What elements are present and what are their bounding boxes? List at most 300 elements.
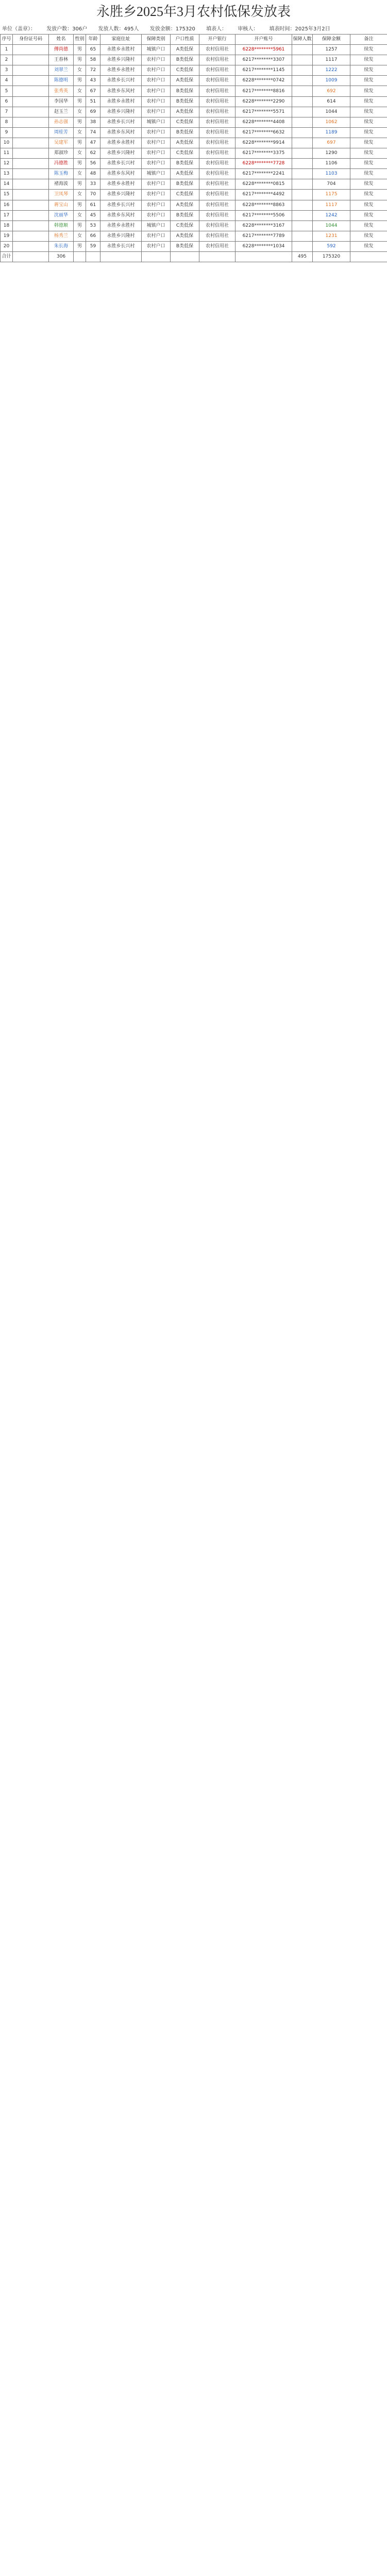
table-row: [1, 107, 387, 117]
cell-vill: 永胜乡东风村: [100, 127, 142, 138]
cell-idnum: [13, 55, 49, 65]
cell-type: 农村户口: [142, 138, 171, 148]
cell-bank: 农村信用社: [199, 221, 235, 231]
cell-sex: 男: [74, 55, 86, 65]
cell-name: 陈玉梅: [49, 169, 74, 179]
cell-n: [292, 55, 313, 65]
cell-age: 72: [86, 65, 100, 76]
cell-idx: 11: [1, 148, 13, 159]
cell-note: 续发: [350, 76, 387, 86]
cell-acct: 6228********7728: [235, 159, 292, 169]
unit-label: 单位（盖章）：: [2, 26, 36, 32]
total-cell: [171, 251, 199, 262]
total-households: 306: [49, 251, 74, 262]
cell-sex: 男: [74, 96, 86, 107]
cell-cat: B类低保: [171, 241, 199, 251]
cell-acct: 6217********1145: [235, 65, 292, 76]
cell-bank: 农村信用社: [199, 86, 235, 96]
cell-acct: 6217********3375: [235, 148, 292, 159]
column-header: 备注: [350, 35, 387, 45]
cell-name: 朱长海: [49, 241, 74, 251]
cell-note: 续发: [350, 107, 387, 117]
cell-age: 48: [86, 169, 100, 179]
cell-name: 傅尚德: [49, 45, 74, 55]
cell-bank: 农村信用社: [199, 107, 235, 117]
cell-idx: 15: [1, 190, 13, 200]
cell-name: 卫凤琴: [49, 190, 74, 200]
cell-name: 杨秀兰: [49, 231, 74, 241]
cell-sex: 女: [74, 148, 86, 159]
cell-bank: 农村信用社: [199, 159, 235, 169]
cell-idx: 4: [1, 76, 13, 86]
cell-cat: A类低保: [171, 200, 199, 210]
cell-n: [292, 65, 313, 76]
cell-sex: 男: [74, 138, 86, 148]
cell-bank: 农村信用社: [199, 190, 235, 200]
cell-cat: C类低保: [171, 148, 199, 159]
cell-idx: 16: [1, 200, 13, 210]
persons-label: 发放人数：495人: [98, 26, 139, 32]
cell-note: 续发: [350, 169, 387, 179]
cell-note: 续发: [350, 55, 387, 65]
column-header: 保障人数: [292, 35, 313, 45]
preparer-label: 填表人：: [206, 26, 227, 32]
cell-bank: 农村信用社: [199, 96, 235, 107]
table-row: [1, 96, 387, 107]
cell-n: [292, 86, 313, 96]
cell-age: 53: [86, 221, 100, 231]
cell-note: 续发: [350, 45, 387, 55]
cell-vill: 永胜乡长兴村: [100, 117, 142, 127]
total-cell: [142, 251, 171, 262]
cell-type: 城镇户口: [142, 169, 171, 179]
cell-acct: 6228********0815: [235, 179, 292, 190]
cell-acct: 6217********5506: [235, 210, 292, 221]
cell-idnum: [13, 231, 49, 241]
cell-amt: 692: [313, 86, 350, 96]
cell-age: 56: [86, 159, 100, 169]
cell-vill: 永胜乡永胜村: [100, 45, 142, 55]
cell-cat: A类低保: [171, 107, 199, 117]
cell-vill: 永胜乡兴隆村: [100, 148, 142, 159]
cell-cat: A类低保: [171, 76, 199, 86]
cell-type: 城镇户口: [142, 45, 171, 55]
column-header: 家庭住址: [100, 35, 142, 45]
total-cell: [13, 251, 49, 262]
cell-bank: 农村信用社: [199, 117, 235, 127]
cell-type: 农村户口: [142, 76, 171, 86]
cell-amt: 1257: [313, 45, 350, 55]
cell-cat: B类低保: [171, 86, 199, 96]
cell-sex: 女: [74, 86, 86, 96]
cell-name: 王春林: [49, 55, 74, 65]
cell-idnum: [13, 107, 49, 117]
cell-n: [292, 117, 313, 127]
cell-sex: 男: [74, 45, 86, 55]
cell-bank: 农村信用社: [199, 138, 235, 148]
cell-age: 62: [86, 148, 100, 159]
cell-type: 农村户口: [142, 200, 171, 210]
cell-idnum: [13, 117, 49, 127]
cell-note: 续发: [350, 231, 387, 241]
cell-n: [292, 148, 313, 159]
cell-type: 农村户口: [142, 159, 171, 169]
date-label: 填表时间：2025年3月2日: [269, 26, 330, 32]
cell-type: 农村户口: [142, 241, 171, 251]
cell-note: 续发: [350, 210, 387, 221]
cell-sex: 男: [74, 200, 86, 210]
table-row: [1, 45, 387, 55]
column-header: 年龄: [86, 35, 100, 45]
cell-acct: 6217********2241: [235, 169, 292, 179]
cell-note: 续发: [350, 200, 387, 210]
allowance-table: [0, 34, 387, 262]
cell-n: [292, 241, 313, 251]
total-cell: [235, 251, 292, 262]
cell-sex: 男: [74, 159, 86, 169]
table-row: [1, 138, 387, 148]
cell-idx: 12: [1, 159, 13, 169]
cell-age: 58: [86, 55, 100, 65]
cell-age: 74: [86, 127, 100, 138]
cell-amt: 1117: [313, 200, 350, 210]
cell-type: 农村户口: [142, 148, 171, 159]
cell-note: 续发: [350, 190, 387, 200]
cell-amt: 1044: [313, 221, 350, 231]
cell-name: 冯德胜: [49, 159, 74, 169]
cell-sex: 男: [74, 117, 86, 127]
cell-n: [292, 159, 313, 169]
cell-acct: 6228********8863: [235, 200, 292, 210]
cell-bank: 农村信用社: [199, 65, 235, 76]
cell-acct: 6217********5571: [235, 107, 292, 117]
cell-amt: 1242: [313, 210, 350, 221]
cell-amt: 1062: [313, 117, 350, 127]
cell-vill: 永胜乡兴隆村: [100, 190, 142, 200]
cell-acct: 6217********6632: [235, 127, 292, 138]
table-row: [1, 241, 387, 251]
table-row: [1, 127, 387, 138]
cell-name: 郑淑珍: [49, 148, 74, 159]
total-cell: [100, 251, 142, 262]
cell-n: [292, 190, 313, 200]
cell-vill: 永胜乡东风村: [100, 169, 142, 179]
cell-amt: 704: [313, 179, 350, 190]
cell-n: [292, 169, 313, 179]
cell-bank: 农村信用社: [199, 148, 235, 159]
cell-sex: 女: [74, 65, 86, 76]
cell-name: 张秀英: [49, 86, 74, 96]
cell-acct: 6228********3167: [235, 221, 292, 231]
cell-age: 33: [86, 179, 100, 190]
cell-vill: 永胜乡东风村: [100, 86, 142, 96]
table-row: [1, 76, 387, 86]
cell-vill: 永胜乡永胜村: [100, 138, 142, 148]
cell-bank: 农村信用社: [199, 241, 235, 251]
table-row: [1, 148, 387, 159]
cell-bank: 农村信用社: [199, 76, 235, 86]
cell-idnum: [13, 96, 49, 107]
cell-acct: 6228********2290: [235, 96, 292, 107]
cell-n: [292, 45, 313, 55]
cell-type: 农村户口: [142, 86, 171, 96]
cell-idnum: [13, 221, 49, 231]
info-line: [0, 25, 387, 34]
cell-acct: 6217********4492: [235, 190, 292, 200]
cell-sex: 女: [74, 169, 86, 179]
cell-vill: 永胜乡兴隆村: [100, 107, 142, 117]
amount-label: 发放金额：175320: [149, 26, 195, 32]
cell-type: 农村户口: [142, 65, 171, 76]
cell-idx: 1: [1, 45, 13, 55]
cell-cat: C类低保: [171, 65, 199, 76]
table-row: [1, 179, 387, 190]
cell-cat: B类低保: [171, 127, 199, 138]
table-row: [1, 190, 387, 200]
cell-idx: 13: [1, 169, 13, 179]
cell-idnum: [13, 169, 49, 179]
cell-age: 61: [86, 200, 100, 210]
cell-idx: 5: [1, 86, 13, 96]
cell-amt: 1103: [313, 169, 350, 179]
cell-bank: 农村信用社: [199, 200, 235, 210]
cell-cat: C类低保: [171, 117, 199, 127]
cell-type: 农村户口: [142, 190, 171, 200]
cell-age: 45: [86, 210, 100, 221]
cell-note: 续发: [350, 138, 387, 148]
cell-cat: B类低保: [171, 210, 199, 221]
cell-name: 李国华: [49, 96, 74, 107]
cell-n: [292, 138, 313, 148]
cell-bank: 农村信用社: [199, 169, 235, 179]
cell-cat: A类低保: [171, 138, 199, 148]
cell-idnum: [13, 76, 49, 86]
cell-type: 农村户口: [142, 55, 171, 65]
cell-note: 续发: [350, 96, 387, 107]
column-header: 开户账号: [235, 35, 292, 45]
cell-bank: 农村信用社: [199, 127, 235, 138]
cell-bank: 农村信用社: [199, 45, 235, 55]
table-row: [1, 86, 387, 96]
table-row: [1, 210, 387, 221]
cell-acct: 6228********5961: [235, 45, 292, 55]
cell-idnum: [13, 138, 49, 148]
cell-idx: 9: [1, 127, 13, 138]
cell-vill: 永胜乡东风村: [100, 210, 142, 221]
cell-vill: 永胜乡长兴村: [100, 159, 142, 169]
cell-note: 续发: [350, 127, 387, 138]
cell-idnum: [13, 179, 49, 190]
cell-idnum: [13, 200, 49, 210]
column-header: 姓名: [49, 35, 74, 45]
cell-name: 褚海波: [49, 179, 74, 190]
cell-acct: 6217********8816: [235, 86, 292, 96]
column-header: 序号: [1, 35, 13, 45]
total-cell: [350, 251, 387, 262]
table-row: [1, 200, 387, 210]
cell-amt: 1231: [313, 231, 350, 241]
cell-age: 59: [86, 241, 100, 251]
cell-name: 蒋宝山: [49, 200, 74, 210]
cell-idx: 2: [1, 55, 13, 65]
cell-note: 续发: [350, 179, 387, 190]
table-header-row: [1, 35, 387, 45]
cell-acct: 6228********0742: [235, 76, 292, 86]
cell-age: 43: [86, 76, 100, 86]
cell-age: 66: [86, 231, 100, 241]
cell-sex: 女: [74, 231, 86, 241]
total-persons: 495: [292, 251, 313, 262]
cell-amt: 1106: [313, 159, 350, 169]
cell-idnum: [13, 45, 49, 55]
cell-amt: 592: [313, 241, 350, 251]
reviewer-label: 审核人：: [238, 26, 259, 32]
total-cell: [74, 251, 86, 262]
cell-n: [292, 76, 313, 86]
cell-idx: 20: [1, 241, 13, 251]
total-label: 合计: [1, 251, 13, 262]
document-title: 永胜乡2025年3月农村低保发放表: [96, 4, 291, 19]
total-amount: 175320: [313, 251, 350, 262]
column-header: 性别: [74, 35, 86, 45]
cell-vill: 永胜乡永胜村: [100, 96, 142, 107]
cell-amt: 1222: [313, 65, 350, 76]
cell-type: 农村户口: [142, 107, 171, 117]
households-label: 发放户数：306户: [46, 26, 88, 32]
cell-vill: 永胜乡永胜村: [100, 179, 142, 190]
column-header: 身份证号码: [13, 35, 49, 45]
total-cell: [199, 251, 235, 262]
cell-sex: 男: [74, 179, 86, 190]
cell-type: 农村户口: [142, 127, 171, 138]
cell-idnum: [13, 86, 49, 96]
cell-age: 70: [86, 190, 100, 200]
cell-vill: 永胜乡长兴村: [100, 241, 142, 251]
cell-vill: 永胜乡长兴村: [100, 200, 142, 210]
cell-cat: A类低保: [171, 45, 199, 55]
column-header: 开户银行: [199, 35, 235, 45]
cell-n: [292, 96, 313, 107]
cell-idx: 6: [1, 96, 13, 107]
cell-vill: 永胜乡兴隆村: [100, 55, 142, 65]
cell-idx: 14: [1, 179, 13, 190]
table-row: [1, 55, 387, 65]
cell-name: 孙志强: [49, 117, 74, 127]
cell-cat: B类低保: [171, 96, 199, 107]
cell-age: 67: [86, 86, 100, 96]
cell-idnum: [13, 148, 49, 159]
cell-name: 韩德顺: [49, 221, 74, 231]
table-row: [1, 159, 387, 169]
cell-sex: 女: [74, 107, 86, 117]
cell-idnum: [13, 65, 49, 76]
cell-acct: 6217********7789: [235, 231, 292, 241]
cell-n: [292, 127, 313, 138]
cell-idnum: [13, 127, 49, 138]
cell-name: 吴建军: [49, 138, 74, 148]
cell-acct: 6228********1034: [235, 241, 292, 251]
cell-type: 农村户口: [142, 179, 171, 190]
cell-n: [292, 179, 313, 190]
cell-bank: 农村信用社: [199, 231, 235, 241]
cell-sex: 男: [74, 241, 86, 251]
cell-note: 续发: [350, 159, 387, 169]
cell-acct: 6217********3307: [235, 55, 292, 65]
cell-idx: 3: [1, 65, 13, 76]
table-row: [1, 169, 387, 179]
cell-age: 47: [86, 138, 100, 148]
column-header: 保障金额: [313, 35, 350, 45]
cell-amt: 1189: [313, 127, 350, 138]
cell-cat: B类低保: [171, 179, 199, 190]
cell-cat: A类低保: [171, 169, 199, 179]
cell-vill: 永胜乡永胜村: [100, 65, 142, 76]
cell-n: [292, 107, 313, 117]
cell-name: 陈德明: [49, 76, 74, 86]
cell-sex: 男: [74, 221, 86, 231]
cell-n: [292, 231, 313, 241]
cell-idnum: [13, 241, 49, 251]
cell-sex: 女: [74, 210, 86, 221]
cell-cat: B类低保: [171, 159, 199, 169]
cell-type: 城镇户口: [142, 221, 171, 231]
cell-vill: 永胜乡兴隆村: [100, 231, 142, 241]
cell-name: 赵玉兰: [49, 107, 74, 117]
cell-amt: 1044: [313, 107, 350, 117]
cell-name: 周桂芳: [49, 127, 74, 138]
cell-amt: 1009: [313, 76, 350, 86]
cell-amt: 1175: [313, 190, 350, 200]
cell-idx: 10: [1, 138, 13, 148]
column-header: 保障类别: [142, 35, 171, 45]
cell-idnum: [13, 159, 49, 169]
column-header: 户口性质: [171, 35, 199, 45]
cell-sex: 女: [74, 190, 86, 200]
cell-note: 续发: [350, 86, 387, 96]
cell-note: 续发: [350, 65, 387, 76]
cell-note: 续发: [350, 221, 387, 231]
cell-age: 69: [86, 107, 100, 117]
cell-idx: 8: [1, 117, 13, 127]
cell-acct: 6228********9914: [235, 138, 292, 148]
cell-idnum: [13, 190, 49, 200]
cell-idx: 18: [1, 221, 13, 231]
cell-type: 农村户口: [142, 96, 171, 107]
table-row: [1, 221, 387, 231]
total-cell: [86, 251, 100, 262]
cell-age: 51: [86, 96, 100, 107]
cell-cat: B类低保: [171, 55, 199, 65]
cell-amt: 614: [313, 96, 350, 107]
cell-age: 38: [86, 117, 100, 127]
cell-amt: 1117: [313, 55, 350, 65]
table-row: [1, 231, 387, 241]
cell-n: [292, 221, 313, 231]
cell-note: 续发: [350, 148, 387, 159]
cell-vill: 永胜乡永胜村: [100, 221, 142, 231]
cell-bank: 农村信用社: [199, 55, 235, 65]
cell-bank: 农村信用社: [199, 210, 235, 221]
cell-idx: 19: [1, 231, 13, 241]
cell-n: [292, 210, 313, 221]
cell-name: 刘翠兰: [49, 65, 74, 76]
cell-type: 农村户口: [142, 231, 171, 241]
table-row: [1, 65, 387, 76]
cell-age: 65: [86, 45, 100, 55]
table-row: [1, 117, 387, 127]
cell-cat: C类低保: [171, 221, 199, 231]
cell-type: 农村户口: [142, 210, 171, 221]
